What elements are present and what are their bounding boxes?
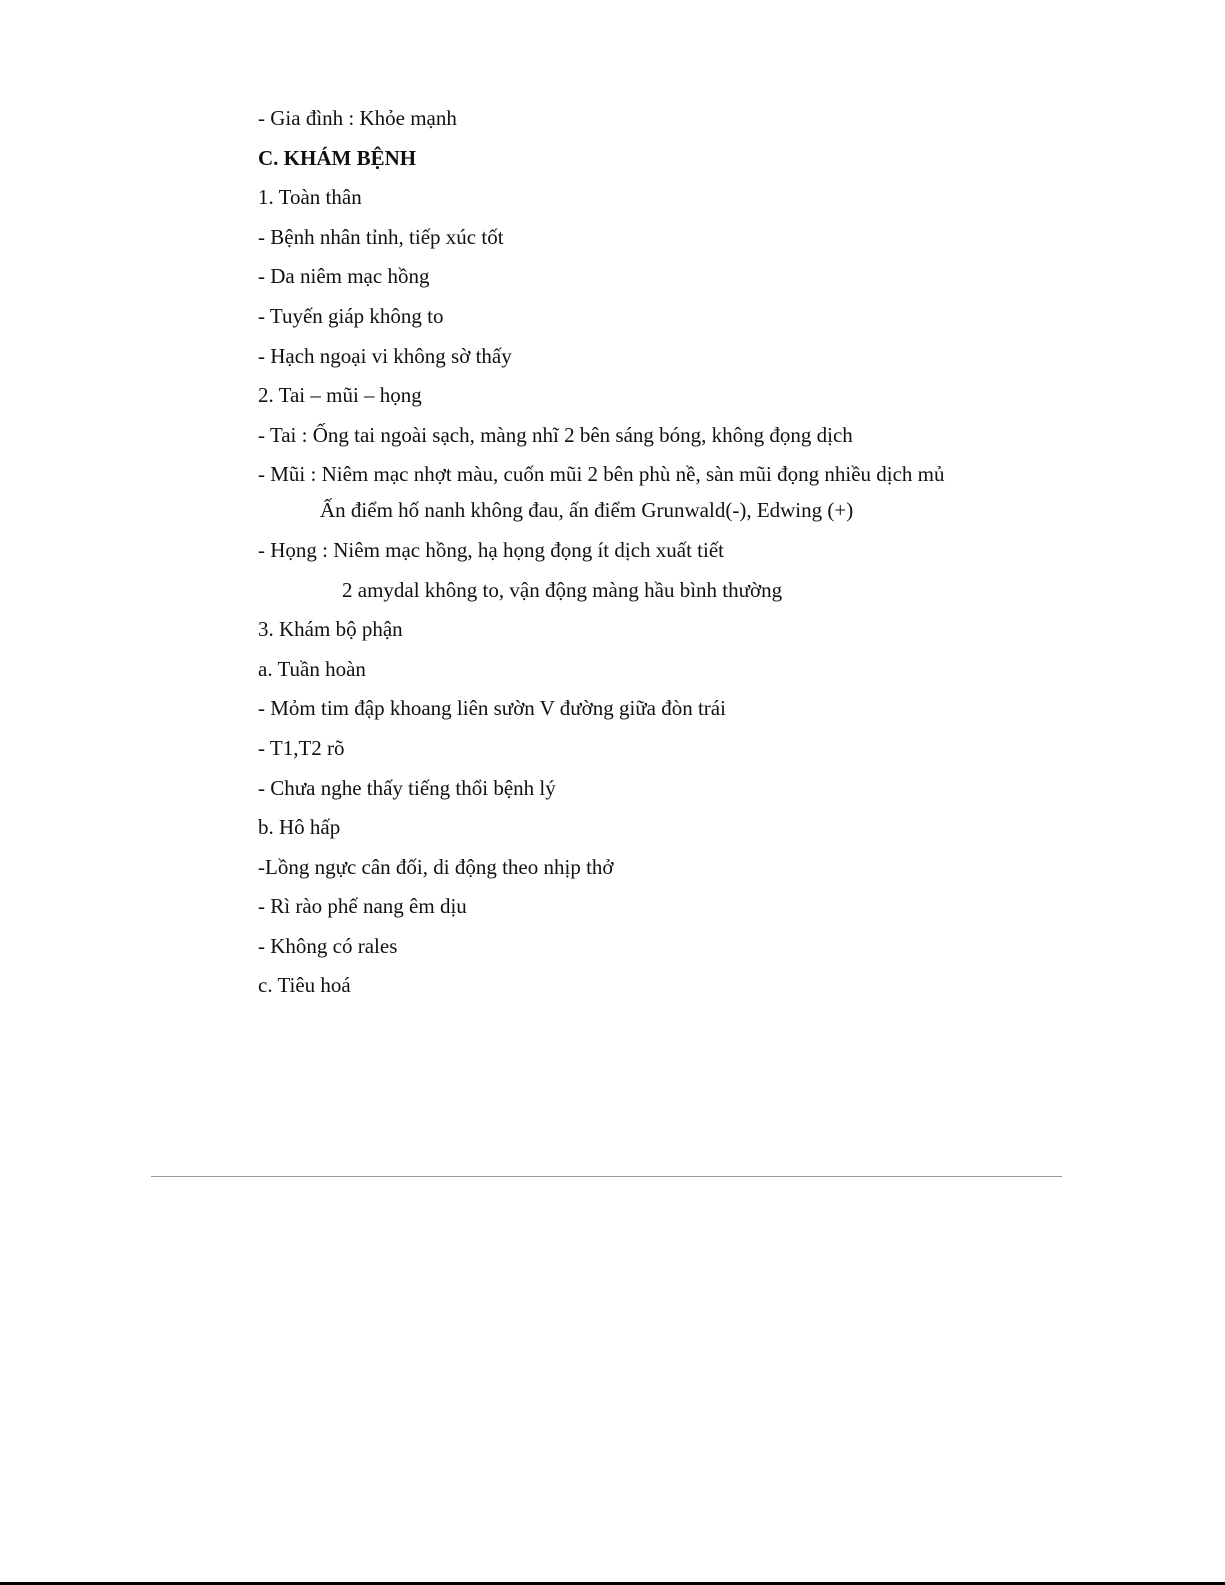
subheading-circulation: a. Tuần hoàn xyxy=(258,656,366,681)
text-line-lymph: - Hạch ngoại vi không sờ thấy xyxy=(258,343,512,368)
text-line-skin: - Da niêm mạc hồng xyxy=(258,264,430,289)
subheading-systems: 3. Khám bộ phận xyxy=(258,617,403,642)
text-line-family-history: - Gia đình : Khỏe mạnh xyxy=(258,106,457,130)
subheading-digestive: c. Tiêu hoá xyxy=(258,973,351,998)
text-line-chest: -Lồng ngực cân đối, di động theo nhịp thở xyxy=(258,854,614,879)
text-line-rales: - Không có rales xyxy=(258,933,398,958)
document-body xyxy=(258,104,978,1011)
subheading-respiratory: b. Hô hấp xyxy=(258,815,341,840)
text-line-tonsils: 2 amydal không to, vận động màng hầu bình thường xyxy=(342,577,783,602)
section-heading-examination: C. KHÁM BỆNH xyxy=(258,145,417,170)
page-divider xyxy=(151,1176,1062,1177)
text-line-throat: - Họng : Niêm mạc hồng, hạ họng đọng ít dịch xuất tiết xyxy=(258,537,724,562)
text-line-conscious: - Bệnh nhân tỉnh, tiếp xúc tốt xyxy=(258,224,504,249)
subheading-ent: 2. Tai – mũi – họng xyxy=(258,383,422,408)
text-line-nose: - Mũi : Niêm mạc nhợt màu, cuốn mũi 2 bên phù nề, sàn mũi đọng nhiều dịch mủ xyxy=(258,462,945,487)
text-line-heart-sounds: - T1,T2 rõ xyxy=(258,735,345,760)
text-line-apex-beat: - Mỏm tim đập khoang liên sườn V đường giữa đòn trái xyxy=(258,696,726,721)
text-line-sinus-points: Ấn điểm hố nanh không đau, ấn điểm Grunwald(-), Edwing (+) xyxy=(320,498,854,523)
text-line-murmur: - Chưa nghe thấy tiếng thổi bệnh lý xyxy=(258,775,556,800)
subheading-general: 1. Toàn thân xyxy=(258,185,362,210)
text-line-breath-sounds: - Rì rào phế nang êm dịu xyxy=(258,894,467,919)
text-line-thyroid: - Tuyến giáp không to xyxy=(258,303,444,328)
text-line-ear: - Tai : Ống tai ngoài sạch, màng nhĩ 2 bên sáng bóng, không đọng dịch xyxy=(258,422,853,447)
